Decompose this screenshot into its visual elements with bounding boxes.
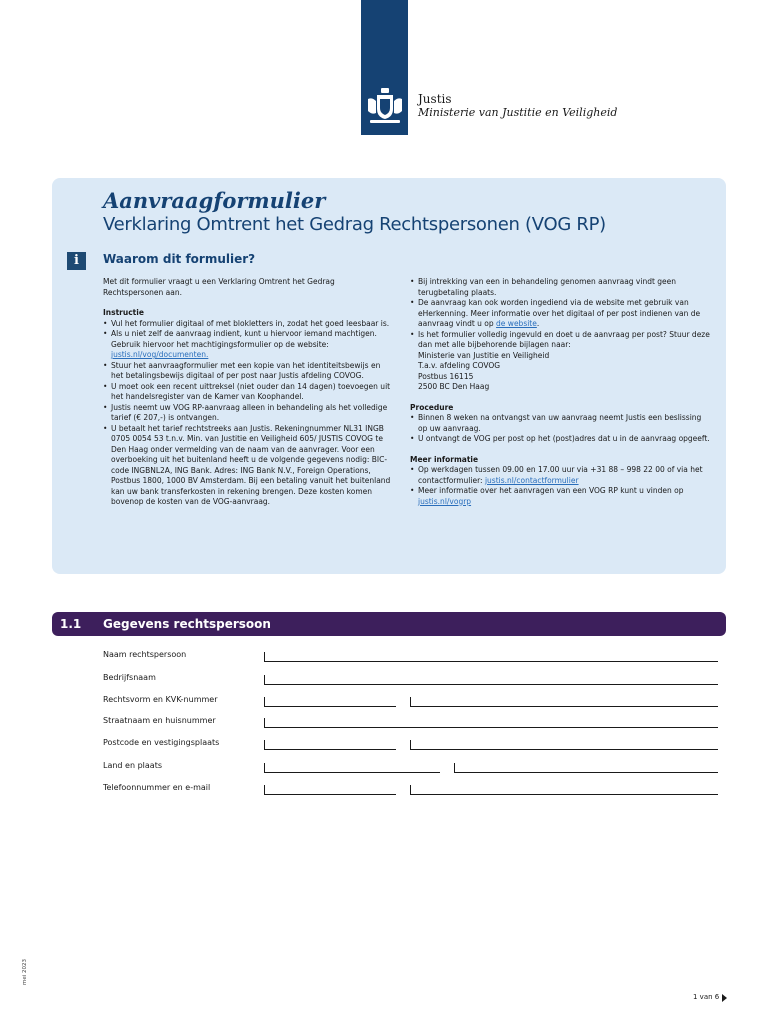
field-label: Land en plaats <box>103 761 162 770</box>
website-link[interactable]: de website <box>496 319 537 328</box>
straat-huisnummer-field[interactable] <box>264 718 718 728</box>
address-line: T.a.v. afdeling COVOG <box>418 361 501 370</box>
address-line: Ministerie van Justitie en Veiligheid <box>418 350 550 360</box>
edition-date: mei 2023 <box>22 958 28 985</box>
form-title: Aanvraagformulier <box>103 188 326 213</box>
list-item <box>410 486 710 507</box>
field-label: Rechtsvorm en KVK-nummer <box>103 695 218 704</box>
section-header <box>52 612 726 636</box>
section-number: 1.1 <box>60 617 82 631</box>
more-info-list <box>410 465 710 507</box>
instructions-right-column <box>410 277 710 507</box>
info-icon: i <box>67 252 86 270</box>
list-item <box>410 330 710 351</box>
contact-form-link[interactable]: justis.nl/contactformulier <box>484 475 579 485</box>
list-item: • U moet ook een recent uittreksel (niet ouder dan 14 dagen) toevoegen uit het handelsregister van de Kamer van Koophandel. <box>103 382 393 403</box>
submission-list <box>410 277 710 351</box>
list-item: • U ontvangt de VOG per post op het (post)adres dat u in de aanvraag opgeeft. <box>410 434 710 445</box>
naam-rechtspersoon-field[interactable] <box>264 652 718 662</box>
list-item <box>410 298 710 330</box>
postcode-field[interactable] <box>264 740 396 750</box>
address-line: Postbus 16115 <box>418 371 474 381</box>
intro-text: Met dit formulier vraagt u een Verklaring Omtrent het Gedrag Rechtspersonen aan. <box>103 277 335 297</box>
list-item: • U betaalt het tarief rechtstreeks aan Justis. Rekeningnummer NL31 INGB 0705 0054 53 t.n.v. Min. van Justitie en Veiligheid 605/ JUSTIS COVOG te Den Haag onder vermelding van de naam van de aanvrager. Voor een overboeking uit het buitenland heeft u de volgende gegevens nodig: BIC-code INGBNL2A, ING Bank. Adres: ING Bank N.V., Foreign Operations, Postbus 1800, 1000 BV Amsterdam. Bij een betaling vanuit het buitenland kan uw bank transferkosten in rekening brengen. Deze kosten komen bovenop de kosten van de VOG-aanvraag. <box>103 424 393 508</box>
address-line: 2500 BC Den Haag <box>418 382 490 391</box>
form-row-telefoon <box>103 783 723 797</box>
list-item-text: Is het formulier volledig ingevuld en doet u de aanvraag per post? Stuur deze dan met alle bijbehorende bijlagen naar: <box>418 329 710 349</box>
procedure-heading: Procedure <box>410 402 454 412</box>
list-item: • Vul het formulier digitaal of met blokletters in, zodat het goed leesbaar is. <box>103 319 393 330</box>
form-row-postcode <box>103 738 723 752</box>
field-label: Bedrijfsnaam <box>103 673 156 682</box>
list-item: • Justis neemt uw VOG RP-aanvraag alleen in behandeling als het volledige tarief (€ 207,-) is ontvangen. <box>103 403 393 424</box>
field-label: Straatnaam en huisnummer <box>103 716 216 725</box>
section-title: Gegevens rechtspersoon <box>103 617 271 631</box>
field-label: Telefoonnummer en e-mail <box>103 783 211 792</box>
documents-link[interactable]: justis.nl/vog/documenten. <box>111 350 209 359</box>
form-row-naam <box>103 650 723 664</box>
why-heading: Waarom dit formulier? <box>103 252 256 266</box>
list-item <box>410 465 710 486</box>
postal-address <box>410 351 710 393</box>
land-field[interactable] <box>264 763 440 773</box>
plaats-field[interactable] <box>454 763 718 773</box>
vogrp-link[interactable]: justis.nl/vogrp <box>418 496 472 506</box>
list-item <box>103 329 393 361</box>
field-label: Postcode en vestigingsplaats <box>103 738 220 747</box>
instructions-left-column <box>103 277 393 508</box>
procedure-list <box>410 413 710 445</box>
coat-of-arms-icon <box>364 85 406 127</box>
next-page-arrow-icon[interactable] <box>722 994 727 1002</box>
kvk-nummer-field[interactable] <box>410 697 718 707</box>
list-item-text: De aanvraag kan ook worden ingediend via de website met gebruik van eHerkenning. Meer informatie over het digitaal of per post indienen van de aanvraag vindt u op <box>418 298 701 328</box>
instructie-list <box>103 319 393 508</box>
form-row-rechtsvorm <box>103 695 723 709</box>
list-item-text: Meer informatie over het aanvragen van een VOG RP kunt u vinden op <box>418 486 684 495</box>
form-row-land <box>103 761 723 775</box>
form-subtitle: Verklaring Omtrent het Gedrag Rechtspersonen (VOG RP) <box>103 214 606 235</box>
rechtsvorm-field[interactable] <box>264 697 396 707</box>
bedrijfsnaam-field[interactable] <box>264 675 718 685</box>
vestigingsplaats-field[interactable] <box>410 740 718 750</box>
telefoon-field[interactable] <box>264 785 396 795</box>
list-item-text: Als u niet zelf de aanvraag indient, kunt u hiervoor iemand machtigen. Gebruik hiervoor het machtigingsformulier op de website: <box>111 329 377 349</box>
ministry-name: Ministerie van Justitie en Veiligheid <box>418 106 618 119</box>
page-number: 1 van 6 <box>693 993 720 1001</box>
field-label: Naam rechtspersoon <box>103 650 187 659</box>
list-item: • Bij intrekking van een in behandeling genomen aanvraag vindt geen terugbetaling plaats. <box>410 277 710 298</box>
org-name: Justis <box>418 92 452 106</box>
list-item: • Binnen 8 weken na ontvangst van uw aanvraag neemt Justis een beslissing op uw aanvraag. <box>410 413 710 434</box>
list-item-text: Op werkdagen tussen 09.00 en 17.00 uur via +31 88 – 998 22 00 of via het contactformulier: <box>418 465 703 485</box>
list-item-end: . <box>536 319 540 328</box>
ministry-wordmark <box>418 92 617 120</box>
list-item: • Stuur het aanvraagformulier met een kopie van het identiteitsbewijs en het betalingsbewijs digitaal of per post naar Justis afdeling COVOG. <box>103 361 393 382</box>
email-field[interactable] <box>410 785 718 795</box>
form-row-straat <box>103 716 723 730</box>
more-info-heading: Meer informatie <box>410 454 479 464</box>
form-row-bedrijfsnaam <box>103 673 723 687</box>
instructie-heading: Instructie <box>103 308 144 317</box>
